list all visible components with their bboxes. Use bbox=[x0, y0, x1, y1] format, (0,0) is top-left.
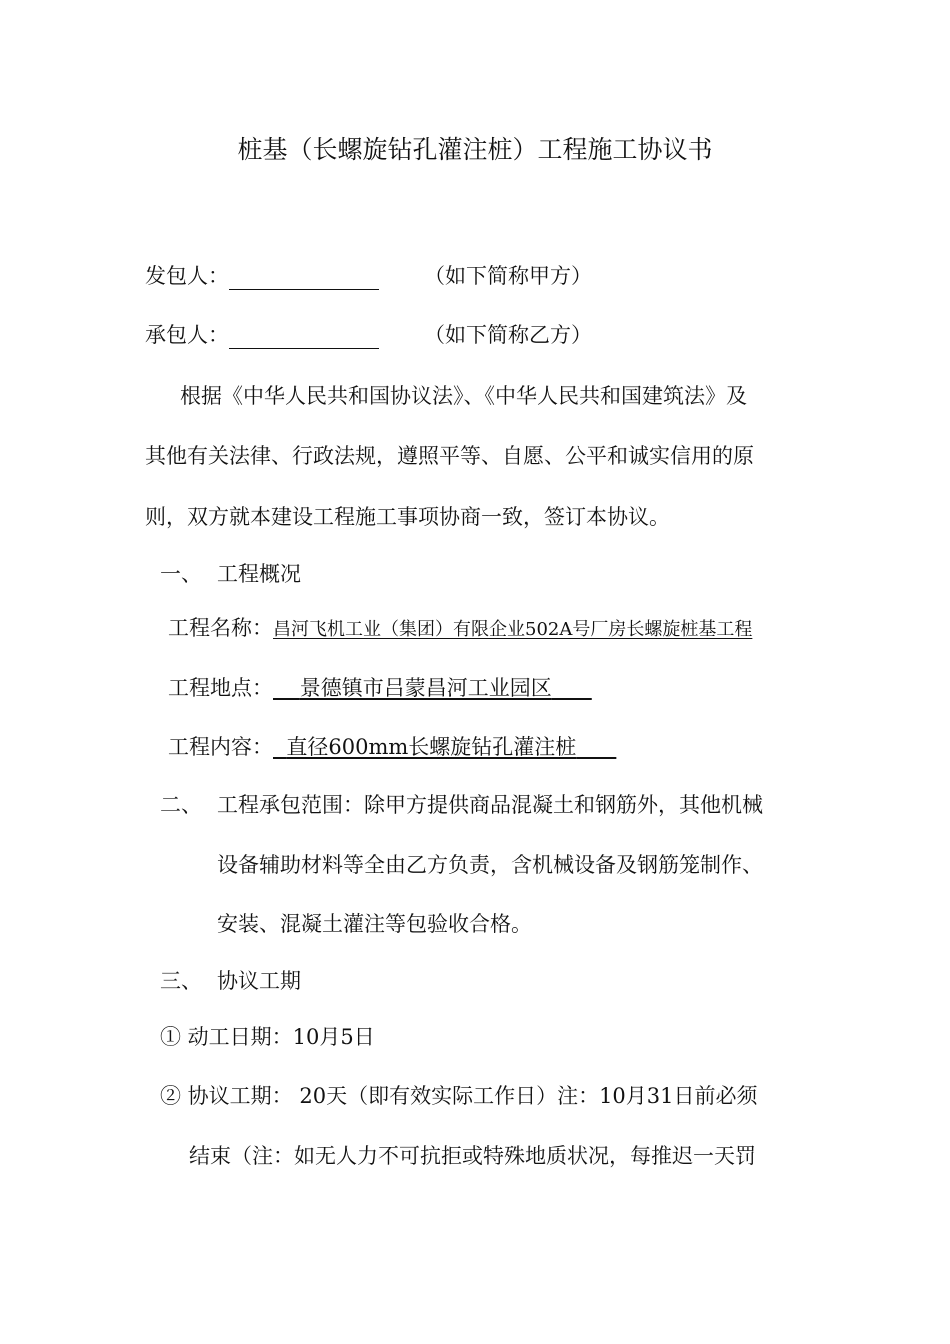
contractor-label: 承包人： bbox=[145, 323, 229, 347]
section2-line-2: 设备辅助材料等全由乙方负责，含机械设备及钢筋笼制作、 bbox=[217, 853, 763, 877]
section2-number: 二、 bbox=[160, 793, 202, 817]
section2-line-3: 安装、混凝土灌注等包验收合格。 bbox=[217, 912, 532, 936]
preamble-line-1: 根据《中华人民共和国协议法》、《中华人民共和国建筑法》及 bbox=[180, 384, 747, 408]
section3-number: 三、 bbox=[160, 969, 202, 993]
contractor-line bbox=[145, 321, 379, 349]
section2-line-1: 工程承包范围：除甲方提供商品混凝土和钢筋外，其他机械 bbox=[217, 793, 763, 817]
project-name-value: 昌河飞机工业（集团）有限企业502A号厂房长螺旋桩基工程 bbox=[273, 619, 753, 640]
employer-line bbox=[145, 262, 379, 290]
contractor-note: （如下简称乙方） bbox=[424, 323, 592, 347]
project-name-label: 工程名称： bbox=[168, 616, 273, 640]
project-location-label: 工程地点： bbox=[168, 676, 273, 700]
project-content-row bbox=[168, 733, 616, 761]
project-location-row bbox=[168, 674, 592, 702]
start-date-item: ① 动工日期：10月5日 bbox=[160, 1025, 375, 1049]
project-content-value: 直径600mm长螺旋钻孔灌注桩 bbox=[286, 735, 577, 759]
document-title: 桩基（长螺旋钻孔灌注桩）工程施工协议书 bbox=[237, 135, 713, 164]
preamble-line-3: 则，双方就本建设工程施工事项协商一致，签订本协议。 bbox=[145, 505, 670, 529]
duration-item-line-1: ② 协议工期： 20天（即有效实际工作日）注：10月31日前必须 bbox=[160, 1084, 758, 1108]
section1-heading: 工程概况 bbox=[217, 562, 301, 586]
section3-heading: 协议工期 bbox=[217, 969, 301, 993]
project-name-row bbox=[168, 614, 752, 644]
section1-number: 一、 bbox=[160, 562, 202, 586]
contractor-blank bbox=[229, 326, 379, 349]
project-location-value: 景德镇市吕蒙昌河工业园区 bbox=[299, 676, 552, 700]
project-content-label: 工程内容： bbox=[168, 735, 273, 759]
employer-blank bbox=[229, 267, 379, 290]
duration-item-line-2: 结束（注：如无人力不可抗拒或特殊地质状况，每推迟一天罚 bbox=[189, 1144, 756, 1168]
preamble-line-2: 其他有关法律、行政法规，遵照平等、自愿、公平和诚实信用的原 bbox=[145, 444, 754, 468]
employer-label: 发包人： bbox=[145, 264, 229, 288]
employer-note: （如下简称甲方） bbox=[424, 264, 592, 288]
